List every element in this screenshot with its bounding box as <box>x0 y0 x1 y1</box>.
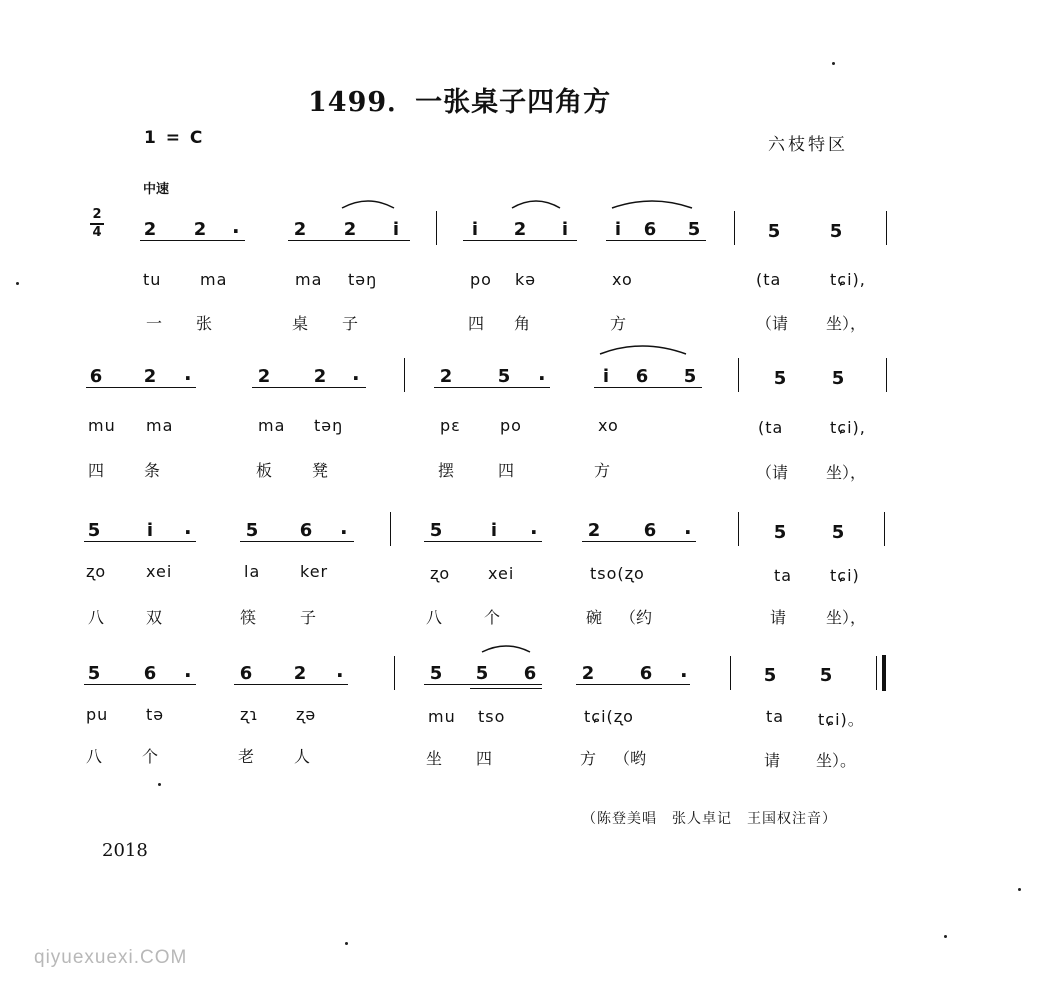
lyric-zh: 老 <box>238 747 255 766</box>
lyric-zh: 坐）。 <box>816 751 857 770</box>
song-title: 1499．一张桌子四角方 <box>308 87 612 118</box>
underline <box>582 541 696 542</box>
note: 5 <box>831 368 845 389</box>
note: i <box>392 219 400 240</box>
dot: . <box>184 515 192 539</box>
note: 6 <box>643 520 657 541</box>
lyric-rom: tɕi), <box>830 270 866 289</box>
lyric-rom: ma <box>146 416 174 435</box>
tie-slurs <box>0 342 1056 402</box>
lyric-rom: la <box>244 562 261 581</box>
note: 2 <box>513 219 527 240</box>
watermark: qiyuexuexi.COM <box>34 947 188 968</box>
lyric-rom: təŋ <box>314 416 344 435</box>
note: 2 <box>143 366 157 387</box>
tie <box>512 201 560 208</box>
lyric-rom: ʐo <box>430 564 451 583</box>
note: 5 <box>683 366 697 387</box>
underline <box>84 541 196 542</box>
lyric-rom: po <box>500 416 522 435</box>
lyric-zh: （请 <box>756 314 789 333</box>
note: 2 <box>581 663 595 684</box>
page-number: 2018 <box>102 840 148 861</box>
tempo-marking: 中速 <box>143 182 170 197</box>
note: 6 <box>299 520 313 541</box>
lyric-rom: pu <box>86 705 109 724</box>
lyric-rom: ʐɿ <box>240 705 259 724</box>
lyric-zh: （约 <box>620 608 653 627</box>
lyric-zh: 一 <box>146 314 163 333</box>
lyric-zh: 八 <box>86 747 103 766</box>
note: 6 <box>523 663 537 684</box>
note: 5 <box>497 366 511 387</box>
note: 5 <box>87 663 101 684</box>
note: 5 <box>687 219 701 240</box>
dot: . <box>530 515 538 539</box>
dot: . <box>184 361 192 385</box>
lyric-zh: 方 <box>610 314 627 333</box>
region-label: 六枝特区 <box>768 135 848 155</box>
lyric-rom: tso(ʐo <box>590 564 645 583</box>
lyric-rom: ta <box>774 566 793 585</box>
dot: . <box>680 658 688 682</box>
lyric-zh: 凳 <box>312 461 329 480</box>
lyric-zh: 筷 <box>240 608 257 627</box>
lyric-zh: （哟 <box>614 749 647 768</box>
note: i <box>602 366 610 387</box>
lyric-zh: 请 <box>770 608 787 627</box>
scan-speck <box>16 282 19 285</box>
note: 6 <box>643 219 657 240</box>
dot: . <box>340 515 348 539</box>
lyric-zh: 四 <box>498 461 515 480</box>
lyric-rom: tə <box>146 705 165 724</box>
lyric-zh: 坐）， <box>826 314 867 333</box>
note: 2 <box>293 219 307 240</box>
note: 5 <box>773 368 787 389</box>
lyric-zh: 人 <box>294 747 311 766</box>
note: 5 <box>245 520 259 541</box>
lyric-rom: tso <box>478 707 506 726</box>
lyric-rom: ker <box>300 562 329 581</box>
key-signature: 1 = C <box>144 128 205 148</box>
dot: . <box>684 515 692 539</box>
note: 5 <box>475 663 489 684</box>
dot: . <box>184 658 192 682</box>
note: 5 <box>829 221 843 242</box>
scan-speck <box>345 942 348 945</box>
time-signature-bottom: 4 <box>92 225 102 240</box>
lyric-rom: tɕi) <box>830 566 860 585</box>
note: 6 <box>639 663 653 684</box>
scan-speck <box>158 783 161 786</box>
lyric-rom: mu <box>428 707 456 726</box>
note: i <box>490 520 498 541</box>
note: 5 <box>767 221 781 242</box>
lyric-rom: (ta <box>756 270 782 289</box>
lyric-rom: mu <box>88 416 116 435</box>
note: 2 <box>257 366 271 387</box>
lyric-rom: xo <box>598 416 619 435</box>
note: 6 <box>239 663 253 684</box>
dot: . <box>232 214 240 238</box>
note: 5 <box>763 665 777 686</box>
note: 5 <box>773 522 787 543</box>
lyric-rom: po <box>470 270 492 289</box>
dot: . <box>336 658 344 682</box>
lyric-zh: 碗 <box>586 608 603 627</box>
note: i <box>614 219 622 240</box>
lyric-zh: 个 <box>484 608 501 627</box>
note: i <box>146 520 154 541</box>
lyric-zh: 角 <box>514 314 531 333</box>
note: 2 <box>313 366 327 387</box>
note: 5 <box>819 665 833 686</box>
lyric-zh: 坐 <box>426 749 443 768</box>
lyric-zh: 八 <box>426 608 443 627</box>
lyric-rom: xei <box>146 562 173 581</box>
lyric-zh: 四 <box>88 461 105 480</box>
tie <box>482 646 530 652</box>
note: 2 <box>193 219 207 240</box>
lyric-zh: 摆 <box>438 461 455 480</box>
lyric-zh: 方 <box>580 749 597 768</box>
note: 2 <box>293 663 307 684</box>
barline <box>390 512 391 546</box>
barline <box>884 512 885 546</box>
lyric-zh: （请 <box>756 463 789 482</box>
scan-speck <box>944 935 947 938</box>
dot: . <box>538 361 546 385</box>
note: 5 <box>429 663 443 684</box>
lyric-zh: 请 <box>764 751 781 770</box>
lyric-rom: ʐə <box>296 705 317 724</box>
lyric-zh: 子 <box>300 608 317 627</box>
lyric-rom: (ta <box>758 418 784 437</box>
lyric-zh: 坐）， <box>826 608 867 627</box>
lyric-zh: 个 <box>142 747 159 766</box>
tie <box>342 201 394 208</box>
dot: . <box>352 361 360 385</box>
lyric-zh: 张 <box>196 314 213 333</box>
tie-slurs <box>0 640 1056 700</box>
credits-note: （陈登美唱 张人卓记 王国权注音） <box>582 811 837 827</box>
lyric-rom: ʐo <box>86 562 107 581</box>
lyric-zh: 坐）， <box>826 463 867 482</box>
lyric-zh: 板 <box>256 461 273 480</box>
lyric-rom: tɕi(ʐo <box>584 707 634 726</box>
barline <box>738 512 739 546</box>
lyric-rom: tu <box>143 270 162 289</box>
tie <box>600 346 686 354</box>
lyric-rom: ta <box>766 707 785 726</box>
tie-slurs <box>0 196 1056 256</box>
scan-speck <box>1018 888 1021 891</box>
lyric-rom: tɕi), <box>830 418 866 437</box>
note: 2 <box>587 520 601 541</box>
underline <box>424 541 542 542</box>
lyric-zh: 桌 <box>292 314 309 333</box>
scan-speck <box>832 62 835 65</box>
lyric-zh: 八 <box>88 608 105 627</box>
underline <box>240 541 354 542</box>
lyric-rom: xei <box>488 564 515 583</box>
note: i <box>561 219 569 240</box>
note: 6 <box>143 663 157 684</box>
lyric-rom: təŋ <box>348 270 378 289</box>
lyric-zh: 方 <box>594 461 611 480</box>
note: i <box>471 219 479 240</box>
lyric-zh: 四 <box>468 314 485 333</box>
lyric-rom: pɛ <box>440 416 461 435</box>
tie <box>612 201 692 208</box>
lyric-rom: ma <box>258 416 286 435</box>
lyric-rom: ma <box>295 270 323 289</box>
lyric-rom: tɕi)。 <box>818 710 865 729</box>
note: 2 <box>143 219 157 240</box>
lyric-zh: 条 <box>144 461 161 480</box>
note: 6 <box>89 366 103 387</box>
note: 6 <box>635 366 649 387</box>
lyric-rom: ma <box>200 270 228 289</box>
note: 2 <box>439 366 453 387</box>
time-signature-top: 2 <box>92 207 102 222</box>
note: 5 <box>429 520 443 541</box>
lyric-rom: kə <box>515 270 537 289</box>
note: 2 <box>343 219 357 240</box>
lyric-zh: 四 <box>476 749 493 768</box>
note: 5 <box>831 522 845 543</box>
note: 5 <box>87 520 101 541</box>
lyric-zh: 子 <box>342 314 359 333</box>
lyric-rom: xo <box>612 270 633 289</box>
lyric-zh: 双 <box>146 608 163 627</box>
